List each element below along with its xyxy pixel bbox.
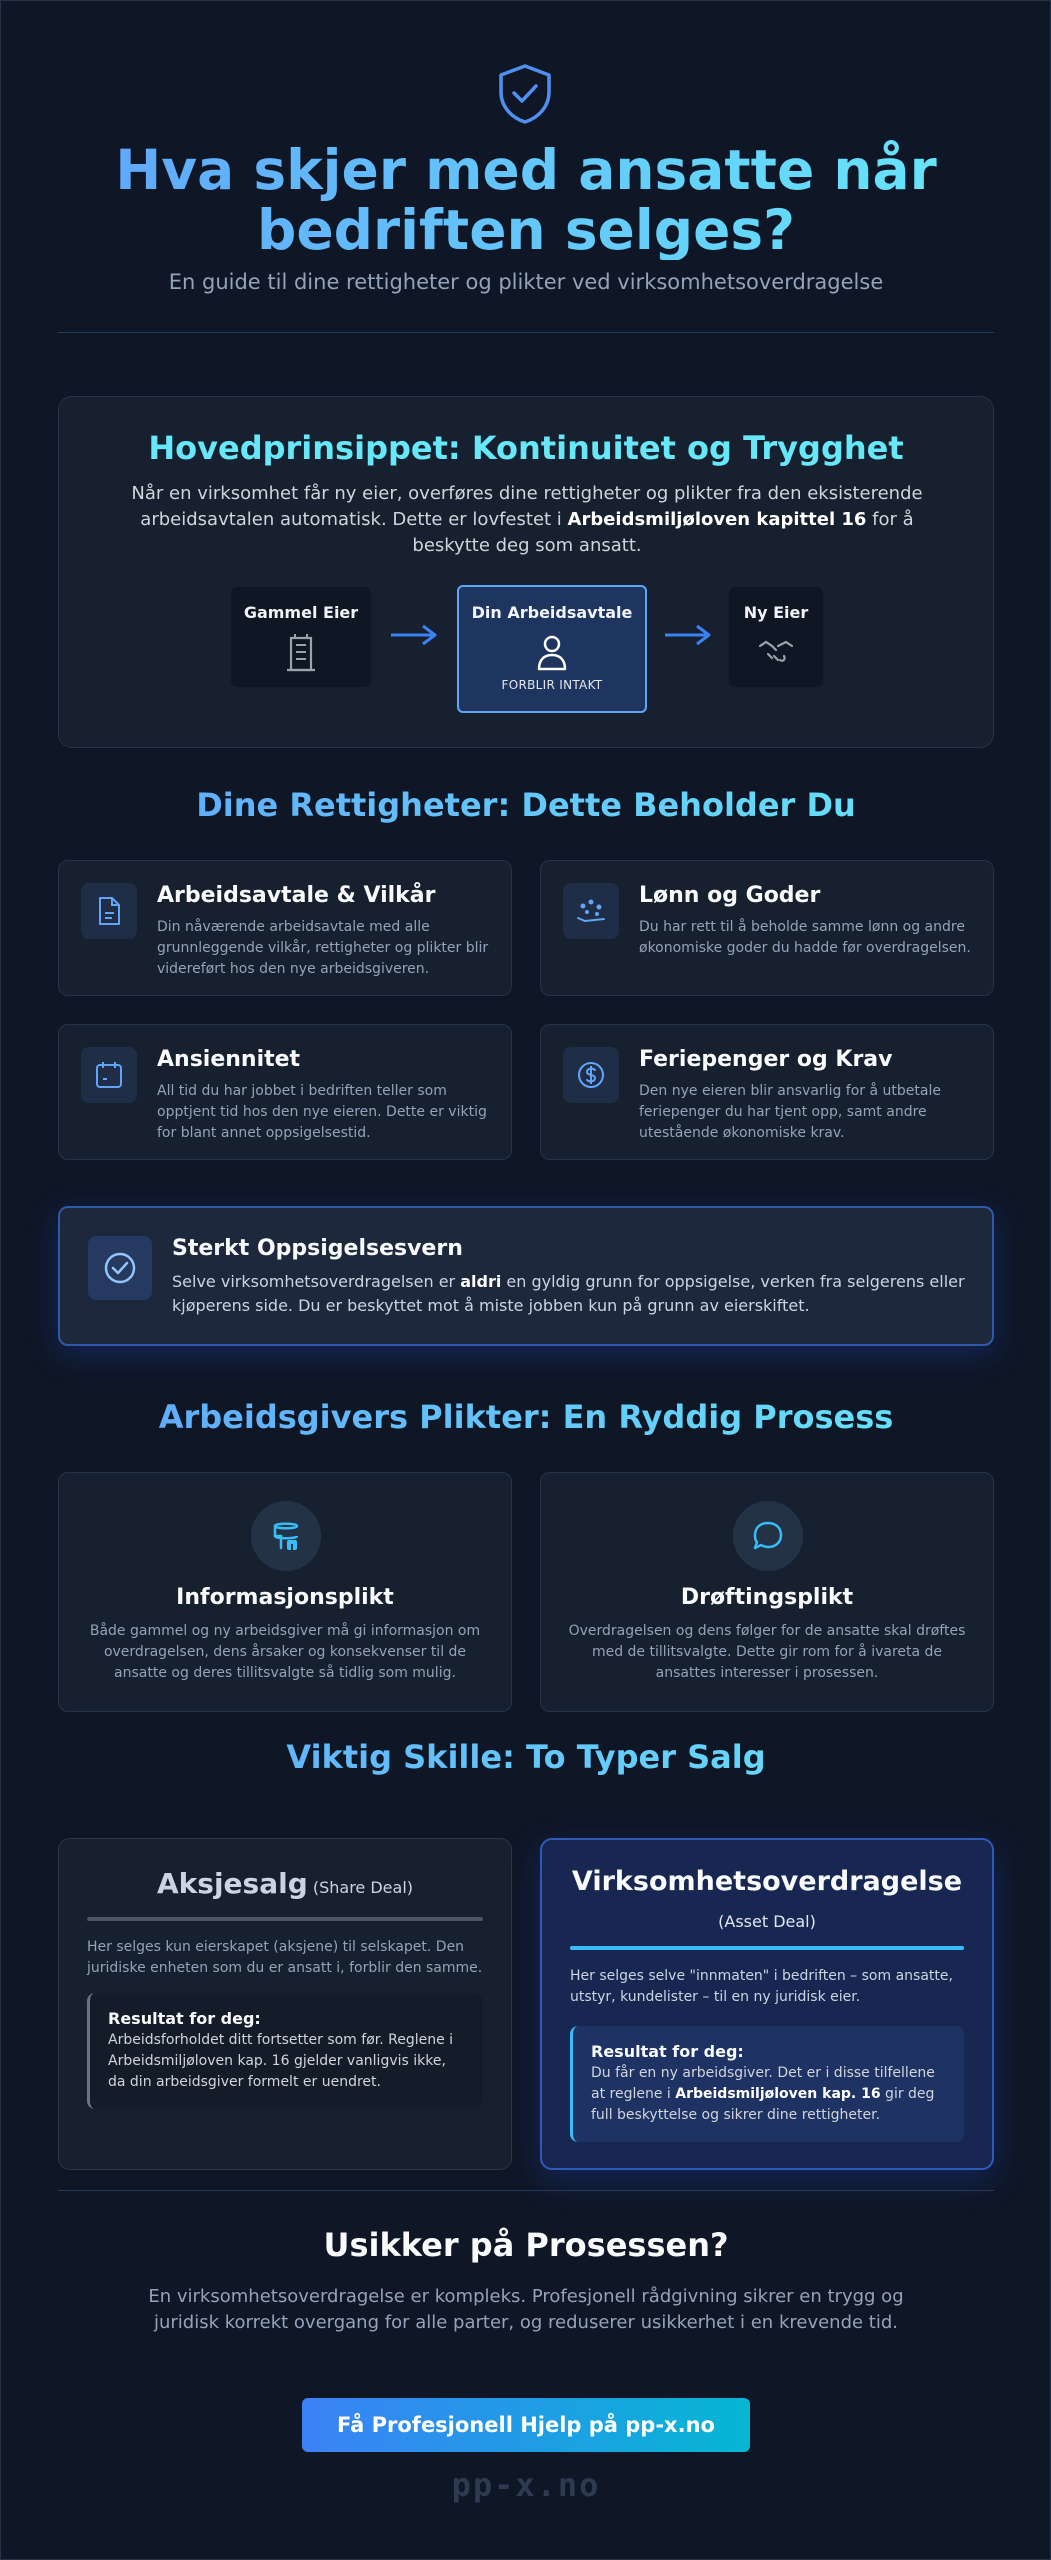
contract-node xyxy=(457,585,647,713)
duty-card-text: Både gammel og ny arbeidsgiver må gi informasjon om overdragelsen, dens årsaker og konsekvenser til de ansatte og deres tillitsvalgte så tidlig som mulig. xyxy=(89,1623,481,1681)
asset-deal-subtitle: (Asset Deal) xyxy=(718,1912,816,1931)
shield-check-icon xyxy=(491,60,559,128)
protection-card xyxy=(58,1206,994,1346)
right-card-contract xyxy=(58,860,512,996)
divider xyxy=(570,1946,964,1950)
right-card-text: Den nye eieren blir ansvarlig for å utbetale feriepenger du har tjent opp, samt andre utestående økonomiske krav. xyxy=(639,1083,941,1141)
right-card-title: Feriepenger og Krav xyxy=(639,1047,893,1072)
duty-card-text: Overdragelsen og dens følger for de ansatte skal drøftes med de tillitsvalgte. Dette gir rom for å ivareta de ansattes interesser i prosessen. xyxy=(568,1623,966,1681)
result-title: Resultat for deg: xyxy=(108,2009,261,2028)
right-card-text: Din nåværende arbeidsavtale med alle grunnleggende vilkår, rettigheter og plikter blir videreført hos den nye arbeidsgiveren. xyxy=(157,919,489,977)
duty-card-discussion xyxy=(540,1472,994,1712)
old-owner-node xyxy=(231,587,371,687)
arrow-right-icon xyxy=(389,623,439,647)
check-circle-icon xyxy=(102,1250,138,1286)
principle-text: Når en virksomhet får ny eier, overføres dine rettigheter og plikter fra den eksisterende arbeidsavtalen automatisk. Dette er lovfestet i Arbeidsmiljøloven kapittel 16 for å beskytte deg som ansatt. xyxy=(131,483,923,556)
right-card-salary xyxy=(540,860,994,996)
result-title: Resultat for deg: xyxy=(591,2042,744,2061)
divider xyxy=(58,2190,994,2191)
divider xyxy=(58,332,994,333)
share-deal-subtitle: (Share Deal) xyxy=(312,1878,413,1897)
right-card-text: All tid du har jobbet i bedriften teller som opptjent tid hos den nye eieren. Dette er viktig for blant annet oppsigelsestid. xyxy=(157,1083,487,1141)
megaphone-icon xyxy=(268,1518,304,1554)
sales-title: Viktig Skille: To Typer Salg xyxy=(58,1738,994,1776)
user-icon xyxy=(534,632,570,672)
rights-title: Dine Rettigheter: Dette Beholder Du xyxy=(58,786,994,824)
cta-text: En virksomhetsoverdragelse er kompleks. Profesjonell rådgivning sikrer en trygg og juridisk korrekt overgang for alle parter, og reduserer usikkerhet i en krevende tid. xyxy=(148,2286,904,2333)
protection-title: Sterkt Oppsigelsesvern xyxy=(172,1236,463,1261)
handshake-icon xyxy=(756,632,796,668)
right-card-title: Ansiennitet xyxy=(157,1047,301,1072)
footer-logo: pp-x.no xyxy=(451,2466,601,2504)
principle-title: Hovedprinsippet: Kontinuitet og Trygghet xyxy=(148,429,904,467)
document-icon xyxy=(95,896,123,926)
principle-section xyxy=(58,396,994,748)
divider xyxy=(87,1917,483,1921)
right-card-title: Arbeidsavtale & Vilkår xyxy=(157,883,436,908)
coins-icon xyxy=(575,896,607,926)
building-icon xyxy=(283,632,319,672)
asset-deal-result xyxy=(570,2026,964,2142)
contract-label: Din Arbeidsavtale xyxy=(471,603,633,622)
protection-text: Selve virksomhetsoverdragelsen er aldri en gyldig grunn for oppsigelse, verken fra selgerens eller kjøperens side. Du er beskyttet mot å miste jobben kun på grunn av eierskiftet. xyxy=(172,1272,965,1315)
duty-card-title: Drøftingsplikt xyxy=(680,1585,854,1610)
dollar-circle-icon xyxy=(576,1060,606,1090)
arrow-right-icon xyxy=(663,623,713,647)
asset-deal-text: Her selges selve "innmaten" i bedriften – som ansatte, utstyr, kundelister – til en ny juridisk eier. xyxy=(570,1968,953,2005)
calendar-icon xyxy=(94,1060,124,1090)
result-text: Du får en ny arbeidsgiver. Det er i disse tilfellene at reglene i Arbeidsmiljøloven kap. 16 gir deg full beskyttelse og sikrer dine rettigheter. xyxy=(591,2065,935,2123)
get-help-button[interactable]: Få Profesjonell Hjelp på pp-x.no xyxy=(302,2398,750,2452)
new-owner-node xyxy=(729,587,823,687)
contract-note: FORBLIR INTAKT xyxy=(501,678,603,692)
right-card-title: Lønn og Goder xyxy=(639,883,821,908)
old-owner-label: Gammel Eier xyxy=(243,603,359,622)
chat-bubble-icon xyxy=(750,1518,786,1554)
share-deal-text: Her selges kun eierskapet (aksjene) til selskapet. Den juridiske enheten som du er ansatt i, forblir den samme. xyxy=(87,1939,483,1976)
duties-title: Arbeidsgivers Plikter: En Ryddig Prosess xyxy=(58,1398,994,1436)
share-deal-title: Aksjesalg xyxy=(157,1867,308,1900)
right-card-text: Du har rett til å beholde samme lønn og andre økonomiske goder du hadde før overdragelsen. xyxy=(639,919,971,956)
share-deal-result xyxy=(87,1993,483,2109)
cta-title: Usikker på Prosessen? xyxy=(323,2226,729,2264)
asset-deal-card xyxy=(540,1838,994,2170)
share-deal-card xyxy=(58,1838,512,2170)
duty-card-title: Informasjonsplikt xyxy=(176,1585,394,1610)
right-card-seniority xyxy=(58,1024,512,1160)
page-subtitle: En guide til dine rettigheter og plikter ved virksomhetsoverdragelse xyxy=(168,270,884,294)
page-title: Hva skjer med ansatte når bedriften selges? xyxy=(58,140,994,260)
duty-card-information xyxy=(58,1472,512,1712)
result-text: Arbeidsforholdet ditt fortsetter som før. Reglene i Arbeidsmiljøloven kap. 16 gjelder vanligvis ikke, da din arbeidsgiver formelt er uendret. xyxy=(108,2032,454,2090)
new-owner-label: Ny Eier xyxy=(743,603,809,622)
right-card-holiday-pay xyxy=(540,1024,994,1160)
asset-deal-title: Virksomhetsoverdragelse xyxy=(571,1866,963,1897)
